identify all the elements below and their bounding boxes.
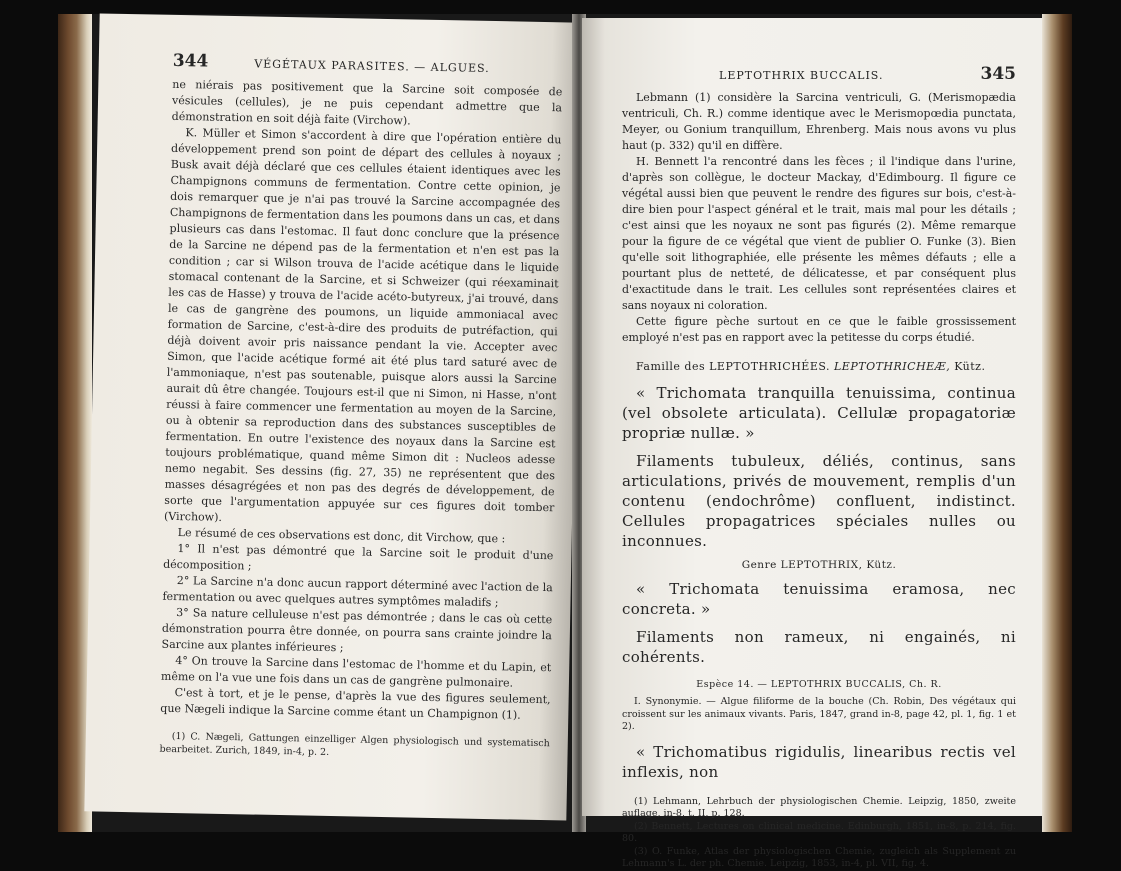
- family-latin-name: LEPTOTHRICHEÆ,: [834, 360, 951, 373]
- french-diagnosis: Filaments tubuleux, déliés, continus, sans articulations, privés de mouvement, remplis d'un contenu (endochrôme) confluent, indistinct. Cellules propagatrices spéciales nulles ou inconnues.: [622, 452, 1016, 550]
- paragraph: Le résumé de ces observations est donc, dit Virchow, que :: [177, 526, 506, 546]
- latin-diagnosis: « Trichomata tranquilla tenuissima, continua (vel obsolete articulata). Cellulæ propagatoriæ propriæ nullæ. »: [622, 384, 1016, 442]
- paragraph: C'est à tort, et je le pense, d'après la vue des figures seulement, que Nægeli indique la Sarcine comme étant un Champignon (1).: [160, 686, 551, 722]
- latin-diagnosis: « Trichomatibus rigidulis, linearibus rectis vel inflexis, non: [622, 742, 1016, 781]
- right-page: [582, 18, 1042, 869]
- family-heading: [636, 360, 1016, 373]
- footnote: (3) O. Funke, Atlas der physiologischen Chemie, zugleich als Supplement zu Lehmann's L. der ph. Chemie. Leipzig, 1853, in-4, pl. VII, fig. 4.: [622, 845, 1016, 869]
- paragraph: Lebmann (1) considère la Sarcina ventriculi, G. (Merismopædia ventriculi, Ch. R.) comme identique avec le Merismopœdia punctata, Meyer, ou Gonium tranquillum, Ehrenberg. Mais nous avons vu plus haut (p. 332) qu'il en diffère.: [622, 91, 1016, 152]
- footnote: (2) Bennett, Lectures on clinical medicine. Edinburgh, 1851, in-8, p. 214, fig. 80.: [622, 820, 1016, 844]
- espece-heading: Espèce 14. — LEPTOTHRIX BUCCALIS, Ch. R.: [696, 679, 942, 690]
- paragraph: 1° Il n'est pas démontré que la Sarcine soit le produit d'une décomposition ;: [163, 542, 554, 573]
- right-page-edges: [1042, 14, 1072, 832]
- paragraph: K. Müller et Simon s'accordent à dire que l'opération entière du développement prend son point de départ des cellules à noyaux ; Busk avait déjà déclaré que ces cellules étaient identiques avec les Champignons communs de fermentation. Contre cette opinion, je dois remarquer que je n'ai pas trouvé la Sarcine accompagnée des Champignons de fermentation dans les poumons dans un cas, et dans plusieurs cas dans l'estomac. Il faut donc conclure que la présence de la Sarcine ne dépend pas de la fermentation et n'en est pas la condition ; car si Wilson trouva de l'acide acétique dans le liquide stomacal contenant de la Sarcine, et si Schweizer (qui réexaminait les cas de Hasse) y trouva de l'acide acéto-butyreux, j'ai trouvé, dans le cas de gangrène des poumons, un liquide ammoniacal avec formation de Sarcine, c'est-à-dire des produits de putréfaction, qui déjà doivent avoir pris naissance pendant la vie. Accepter avec Simon, que l'acide acétique formé ait été plus tard saturé avec de l'ammoniaque, n'est pas soutenable, puisque alors aussi la Sarcine aurait dû être changée. Toujours est-il que ni Simon, ni Hasse, n'ont réussi à faire commencer une fermentation au moyen de la Sarcine, ou à obtenir sa reproduction dans des substances susceptibles de fermentation. En outre l'existence des noyaux dans la Sarcine est toujours problématique, quand même Simon dit : Nucleos adesse nemo negabit. Ses dessins (fig. 27, 35) ne représentent que des masses désagrégées et non pas des degrés de développement, de sorte que l'argumentation appuyée sur ces figures doit tomber (Virchow).: [163, 126, 562, 524]
- family-author: Kütz.: [954, 360, 986, 373]
- paragraph: ne niérais pas positivement que la Sarcine soit composée de vésicules (cellules), je ne puis cependant admettre que la démonstration en soit déjà faite (Virchow).: [171, 77, 563, 128]
- footnote: (1) Lehmann, Lehrbuch der physiologischen Chemie. Leipzig, 1850, zweite auflage, in-8, t. II, p. 128.: [622, 795, 1016, 819]
- paragraph: 4° On trouve la Sarcine dans l'estomac de l'homme et du Lapin, et même on l'a vue une fois dans un cas de gangrène pulmonaire.: [160, 654, 552, 690]
- latin-diagnosis: « Trichomata tenuissima eramosa, nec concreta. »: [622, 580, 1016, 618]
- left-running-title: VÉGÉTAUX PARASITES. — ALGUES.: [254, 57, 490, 75]
- right-running-head: [622, 64, 1016, 84]
- right-running-title: LEPTOTHRIX BUCCALIS.: [719, 69, 884, 82]
- synonymie-paragraph: I. Synonymie. — Algue filiforme de la bouche (Ch. Robin, Des végétaux qui croissent sur les animaux vivants. Paris, 1847, grand in-8, page 42, pl. 1, fig. 1 et 2).: [622, 696, 1016, 732]
- footnote: (1) C. Nægeli, Gattungen einzelliger Algen physiologisch und systematisch bearbeitet. Zurich, 1849, in-4, p. 2.: [159, 730, 550, 758]
- family-name: Famille des LEPTOTHRICHÉES.: [636, 360, 830, 373]
- paragraph: 2° La Sarcine n'a donc aucun rapport déterminé avec l'action de la fermentation ou avec quelques autres symptômes maladifs ;: [162, 574, 553, 610]
- paragraph: 3° Sa nature celluleuse n'est pas démontrée ; dans le cas où cette démonstration pourra être donnée, on pourra sans crainte joindre la Sarcine aux plantes inférieures ;: [161, 606, 553, 655]
- left-page-number: 344: [172, 50, 209, 72]
- genre-heading: Genre LEPTOTHRIX, Kütz.: [741, 559, 897, 571]
- left-page: [84, 13, 581, 820]
- left-running-head: [173, 51, 563, 78]
- paragraph: H. Bennett l'a rencontré dans les fèces ; il l'indique dans l'urine, d'après son collègue, le docteur Mackay, d'Edimbourg. Il figure ce végétal aussi bien que peuvent le rendre des figures sur bois, c'est-à-dire bien pour l'aspect général et le trait, mais mal pour les détails ; c'est ainsi que les noyaux ne sont pas figurés (2). Même remarque pour la figure de ce végétal que vient de publier O. Funke (3). Bien qu'elle soit lithographiée, elle présente les mêmes défauts ; elle a pourtant plus de netteté, de délicatesse, et par conséquent plus d'exactitude dans le trait. Les cellules sont représentées claires et sans noyaux ni coloration.: [622, 155, 1016, 312]
- right-page-number: 345: [980, 64, 1016, 84]
- french-diagnosis: Filaments non rameux, ni engainés, ni cohérents.: [622, 628, 1016, 666]
- paragraph: Cette figure pèche surtout en ce que le faible grossissement employé n'est pas en rapport avec la petitesse du corps étudié.: [622, 315, 1016, 344]
